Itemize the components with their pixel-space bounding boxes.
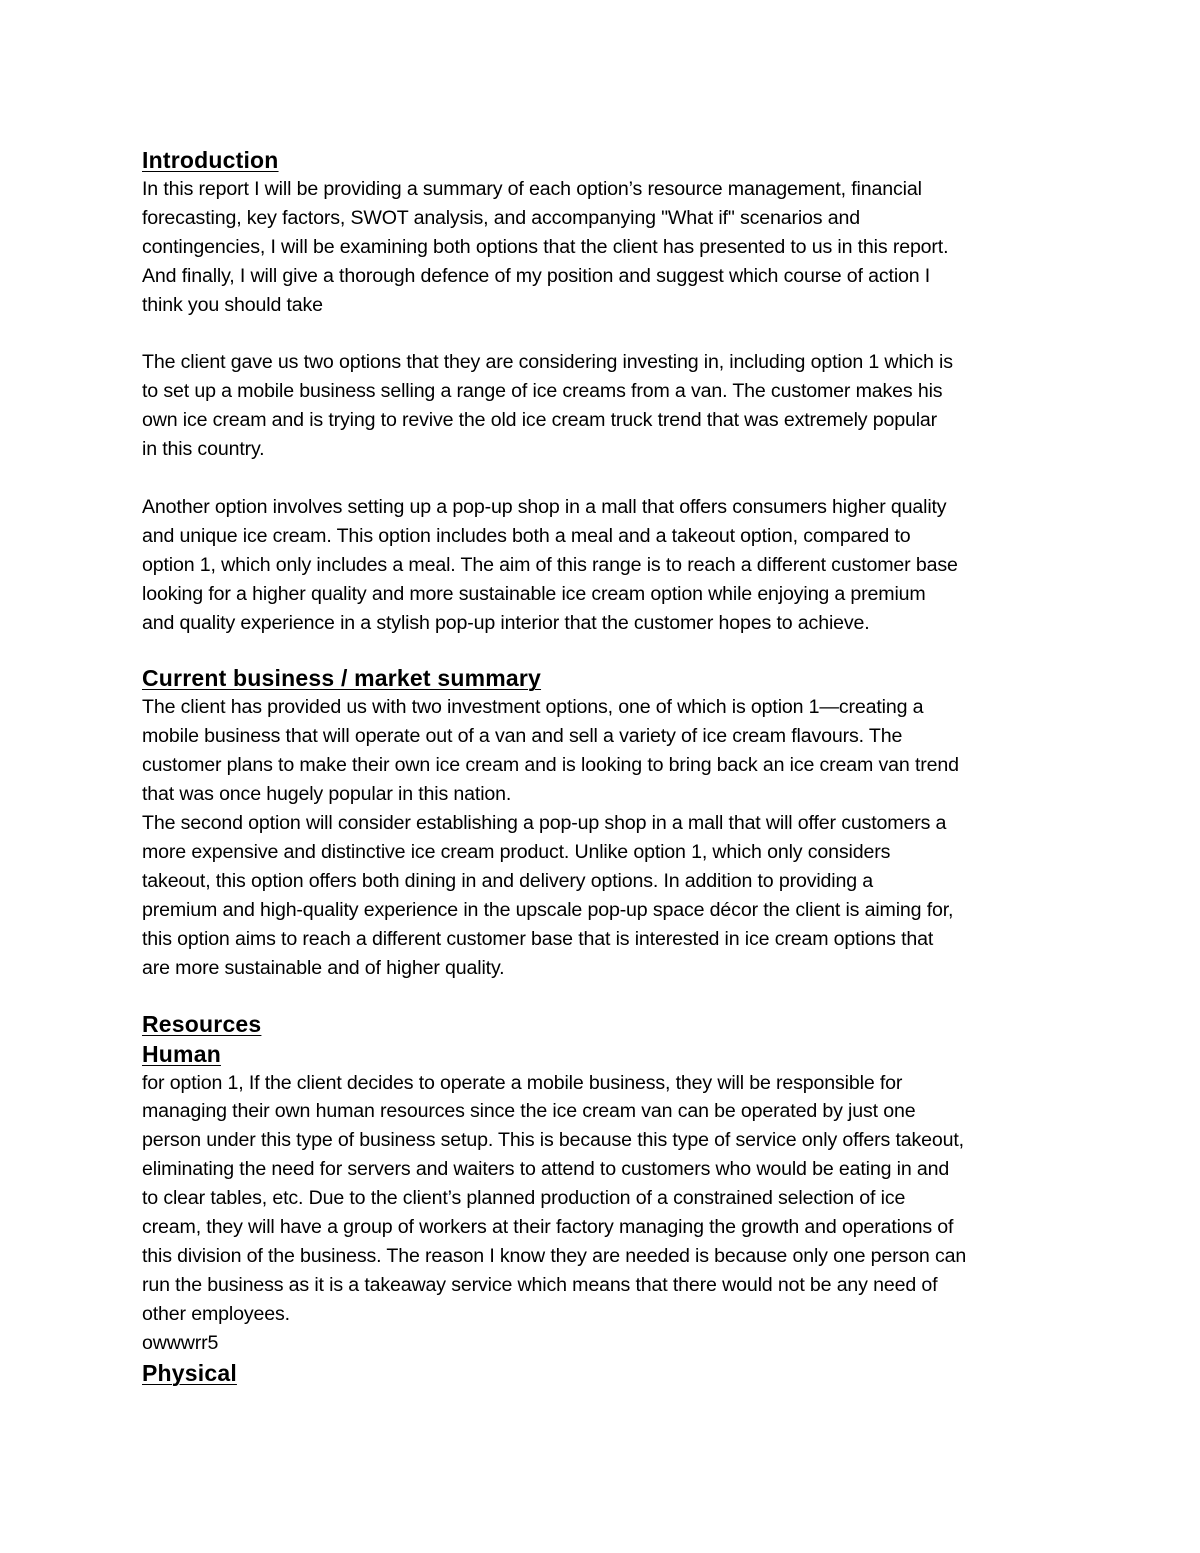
text-line: In this report I will be providing a summary of each option’s resource management, financial (142, 178, 922, 200)
text-line: forecasting, key factors, SWOT analysis, and accompanying "What if" scenarios and (142, 206, 860, 229)
text-line: own ice cream and is trying to revive the old ice cream truck trend that was extremely popular (142, 409, 938, 432)
text-line: person under this type of business setup. This is because this type of service only offers takeout, (142, 1129, 964, 1152)
text-line: are more sustainable and of higher quality. (142, 956, 505, 979)
text-line: Another option involves setting up a pop-up shop in a mall that offers consumers higher quality (142, 495, 947, 518)
paragraph-gap (142, 983, 1067, 1009)
text-line: option 1, which only includes a meal. The aim of this range is to reach a different customer base (142, 553, 958, 576)
text-line: managing their own human resources since the ice cream van can be operated by just one (142, 1100, 916, 1123)
introduction-paragraph-3 (142, 493, 1067, 638)
paragraph-gap (142, 320, 1067, 349)
text-line: The second option will consider establishing a pop-up shop in a mall that will offer customers a (142, 812, 947, 835)
text-line: this division of the business. The reason I know they are needed is because only one person can (142, 1244, 967, 1267)
text-line: more expensive and distinctive ice cream product. Unlike option 1, which only considers (142, 841, 891, 863)
text-line: cream, they will have a group of workers at their factory managing the growth and operations of (142, 1216, 954, 1239)
text-line: customer plans to make their own ice cream and is looking to bring back an ice cream van trend (142, 754, 959, 777)
text-line: looking for a higher quality and more sustainable ice cream option while enjoying a premium (142, 582, 926, 605)
introduction-heading: Introduction (142, 147, 279, 173)
text-line: The client has provided us with two investment options, one of which is option 1—creating a (142, 696, 924, 719)
text-line: this option aims to reach a different customer base that is interested in ice cream options that (142, 927, 934, 950)
text-line: takeout, this option offers both dining in and delivery options. In addition to providing a (142, 869, 874, 892)
introduction-paragraph-1 (142, 175, 1067, 320)
text-line: mobile business that will operate out of a van and sell a variety of ice cream flavours. The (142, 725, 903, 748)
document-page (142, 143, 1067, 1388)
text-line: think you should take (142, 293, 323, 316)
text-line: for option 1, If the client decides to operate a mobile business, they will be responsible for (142, 1071, 903, 1094)
text-line: eliminating the need for servers and waiters to attend to customers who would be eating in and (142, 1158, 950, 1181)
market-summary-heading: Current business / market summary (142, 665, 542, 692)
text-line: and quality experience in a stylish pop-up interior that the customer hopes to achieve. (142, 611, 870, 634)
text-line: And finally, I will give a thorough defence of my position and suggest which course of action I (142, 264, 931, 287)
market-summary-paragraph-1 (142, 693, 1067, 809)
physical-heading: Physical (142, 1359, 237, 1386)
market-summary-paragraph-2 (142, 809, 1067, 982)
resources-heading: Resources (142, 1010, 262, 1037)
text-line: other employees. (142, 1302, 290, 1325)
human-heading: Human (142, 1040, 221, 1067)
text-line: in this country. (142, 438, 265, 461)
introduction-paragraph-2 (142, 348, 1067, 464)
paragraph-gap (142, 464, 1067, 493)
human-resources-paragraph (142, 1069, 1067, 1358)
text-line: premium and high-quality experience in the upscale pop-up space décor the client is aiming for, (142, 898, 954, 921)
text-line: contingencies, I will be examining both options that the client has presented to us in this report. (142, 235, 949, 258)
text-line: and unique ice cream. This option includes both a meal and a takeout option, compared to (142, 524, 911, 547)
paragraph-gap (142, 637, 1067, 663)
text-line: run the business as it is a takeaway service which means that there would not be any need of (142, 1273, 938, 1296)
text-line: that was once hugely popular in this nation. (142, 783, 512, 806)
text-line: to clear tables, etc. Due to the client’s planned production of a constrained selection of ice (142, 1187, 906, 1210)
text-line: The client gave us two options that they are considering investing in, including option 1 which is (142, 351, 953, 374)
stray-text: owwwrr5 (142, 1331, 219, 1354)
text-line: to set up a mobile business selling a range of ice creams from a van. The customer makes his (142, 380, 943, 403)
